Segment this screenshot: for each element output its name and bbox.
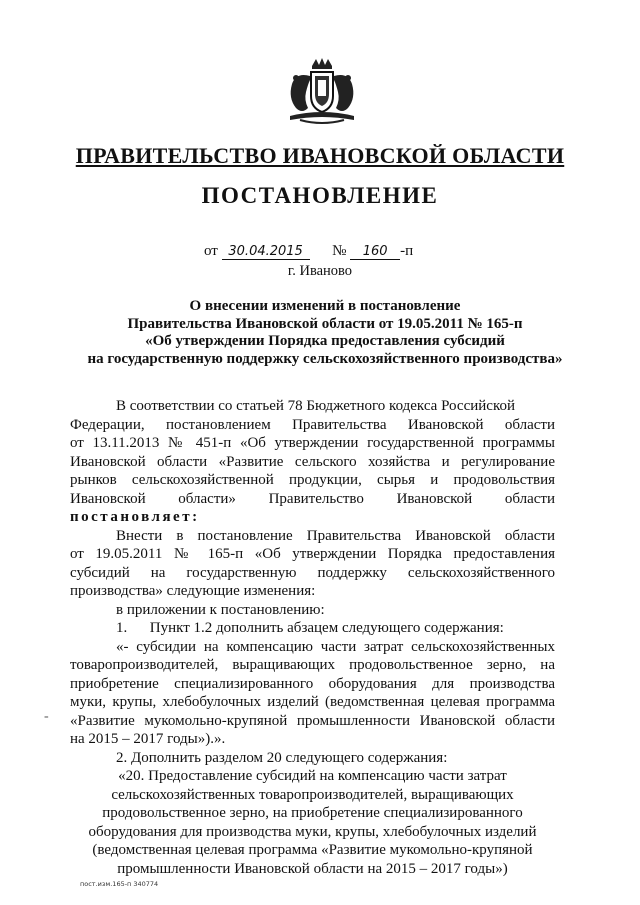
footer-file-id: пост.изм.165-п 340774 bbox=[80, 880, 159, 888]
document-body bbox=[70, 397, 555, 878]
date-prefix: от bbox=[204, 243, 218, 259]
title-line: «Об утверждении Порядка предоставления субсидий bbox=[145, 333, 505, 349]
date-value: 30.04.2015 bbox=[222, 245, 310, 260]
body-line: промышленности Ивановской области на 2015 – 2017 годы») bbox=[117, 860, 508, 877]
organization-name: ПРАВИТЕЛЬСТВО ИВАНОВСКОЙ ОБЛАСТИ bbox=[75, 143, 565, 168]
body-line: «- субсидии на компенсацию части затрат сельскохозяйственных bbox=[116, 638, 555, 655]
number-value: 160 bbox=[350, 245, 400, 260]
body-line: от 13.11.2013 № 451-п «Об утверждении государственной программы bbox=[70, 435, 555, 451]
body-line: субсидий на государственную поддержку сельскохозяйственного bbox=[70, 564, 555, 581]
title-line: на государственную поддержку сельскохозяйственного производства» bbox=[87, 350, 563, 367]
body-line: «20. Предоставление субсидий на компенсацию части затрат bbox=[118, 768, 507, 784]
document-title bbox=[60, 298, 590, 368]
number-suffix: -п bbox=[400, 243, 414, 259]
body-line: производства» следующие изменения: bbox=[70, 583, 316, 599]
body-line: в приложении к постановлению: bbox=[116, 601, 325, 618]
body-line-decision: постановляет: bbox=[70, 509, 200, 525]
body-line: Внести в постановление Правительства Ивановской области bbox=[116, 527, 555, 544]
body-line: от 19.05.2011 № 165-п «Об утверждении Порядка предоставления bbox=[70, 546, 555, 562]
body-line: Ивановской области «Развитие сельского хозяйства и регулирование bbox=[70, 453, 555, 470]
body-line: оборудования для производства муки, крупы, хлебобулочных изделий bbox=[88, 823, 537, 840]
body-line: 1. Пункт 1.2 дополнить абзацем следующего содержания: bbox=[116, 620, 504, 636]
date-number-line bbox=[204, 243, 413, 260]
city: г. Иваново bbox=[287, 263, 353, 279]
title-line: О внесении изменений в постановление bbox=[189, 298, 461, 314]
body-line: «Развитие мукомольно-крупяной промышленности Ивановской области bbox=[70, 712, 555, 729]
document-type: ПОСТАНОВЛЕНИЕ bbox=[201, 183, 439, 208]
body-line: продовольственное зерно, на приобретение специализированного bbox=[102, 805, 523, 821]
body-line: сельскохозяйственных товаропроизводителей, выращивающих bbox=[111, 786, 514, 803]
margin-mark: - bbox=[44, 709, 49, 724]
body-line: В соответствии со статьей 78 Бюджетного кодекса Российской bbox=[116, 398, 516, 414]
body-line: Федерации, постановлением Правительства Ивановской области bbox=[70, 416, 555, 433]
coat-of-arms-emblem bbox=[282, 56, 362, 128]
body-line: на 2015 – 2017 годы»).». bbox=[70, 731, 226, 747]
number-prefix: № bbox=[332, 243, 347, 259]
body-line: муки, крупы, хлебобулочных изделий (ведомственная целевая программа bbox=[70, 694, 555, 710]
body-line: 2. Дополнить разделом 20 следующего содержания: bbox=[116, 749, 448, 766]
body-line: приобретение специализированного оборудования для производства bbox=[70, 675, 555, 692]
body-line: (ведомственная целевая программа «Развитие мукомольно-крупяной bbox=[92, 842, 533, 858]
body-line: товаропроизводителей, выращивающих продовольственное зерно, на bbox=[70, 657, 555, 673]
body-line: Ивановской области» Правительство Ивановской области bbox=[70, 490, 555, 507]
body-line: рынков сельскохозяйственной продукции, сырья и продовольствия bbox=[70, 472, 555, 488]
title-line: Правительства Ивановской области от 19.05.2011 № 165-п bbox=[127, 315, 523, 332]
